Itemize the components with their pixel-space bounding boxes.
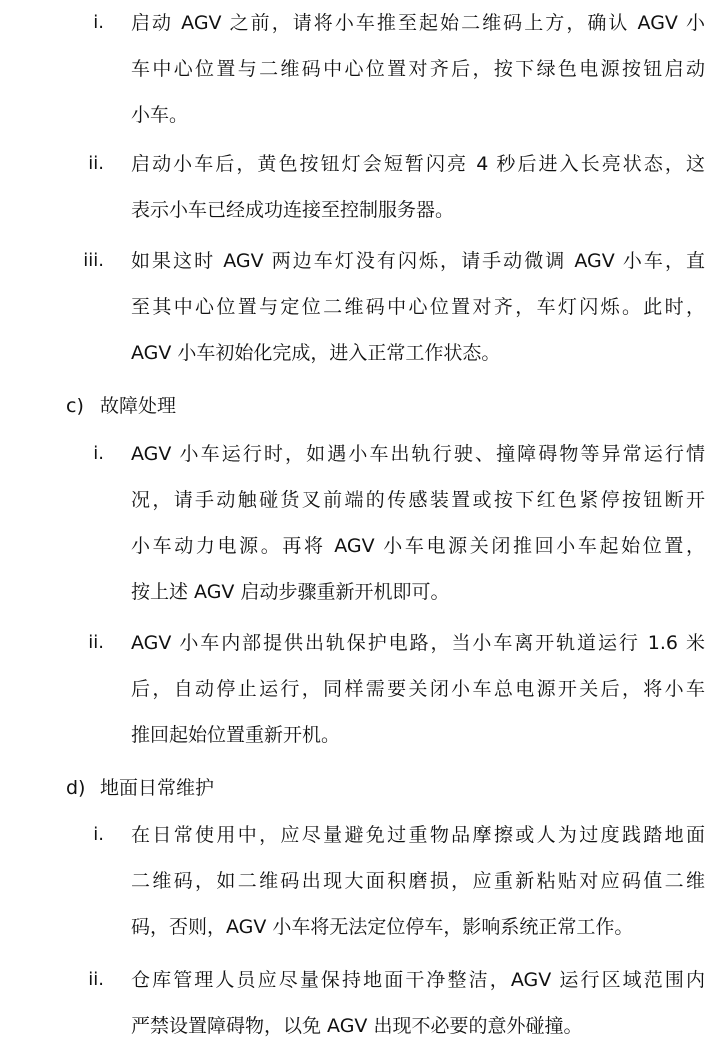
text-line: 表示小车已经成功连接至控制服务器。 bbox=[131, 199, 455, 221]
text-line: AGV 小车运行时，如遇小车出轨行驶、撞障碍物等异常运行情 bbox=[131, 443, 705, 465]
text-line: 如果这时 AGV 两边车灯没有闪烁，请手动微调 AGV 小车，直 bbox=[131, 250, 705, 272]
list-marker: iii. bbox=[83, 250, 104, 271]
list-item-text bbox=[131, 620, 705, 758]
text-line: 况，请手动触碰货叉前端的传感装置或按下红色紧停按钮断开 bbox=[131, 489, 705, 511]
text-line: 小车。 bbox=[131, 104, 189, 126]
text-line: 仓库管理人员应尽量保持地面干净整洁，AGV 运行区域范围内 bbox=[131, 969, 705, 991]
list-item-text bbox=[131, 431, 705, 615]
text-line: 启动小车后，黄色按钮灯会短暂闪亮 4 秒后进入长亮状态，这 bbox=[131, 153, 705, 175]
list-marker: ii. bbox=[88, 153, 104, 174]
section-marker: c) bbox=[66, 395, 84, 417]
text-line: 推回起始位置重新开机。 bbox=[131, 724, 341, 746]
list-item-text bbox=[131, 957, 705, 1049]
text-line: 至其中心位置与定位二维码中心位置对齐，车灯闪烁。此时， bbox=[131, 296, 705, 318]
list-marker: i. bbox=[93, 443, 104, 464]
text-line: 后，自动停止运行，同样需要关闭小车总电源开关后，将小车 bbox=[131, 678, 705, 700]
list-marker: ii. bbox=[88, 969, 104, 990]
text-line: 码，否则，AGV 小车将无法定位停车，影响系统正常工作。 bbox=[131, 916, 634, 938]
text-line: 二维码，如二维码出现大面积磨损，应重新粘贴对应码值二维 bbox=[131, 870, 705, 892]
section-title: 地面日常维护 bbox=[100, 777, 215, 799]
text-line: 车中心位置与二维码中心位置对齐后，按下绿色电源按钮启动 bbox=[131, 58, 705, 80]
list-item-text bbox=[131, 0, 705, 138]
list-marker: i. bbox=[93, 824, 104, 845]
section-title: 故障处理 bbox=[100, 395, 177, 417]
text-line: 启动 AGV 之前，请将小车推至起始二维码上方，确认 AGV 小 bbox=[131, 12, 705, 34]
text-line: 在日常使用中，应尽量避免过重物品摩擦或人为过度践踏地面 bbox=[131, 824, 705, 846]
section-heading bbox=[66, 776, 214, 800]
list-item-text bbox=[131, 812, 705, 950]
list-marker: ii. bbox=[88, 632, 104, 653]
section-marker: d) bbox=[66, 777, 86, 799]
text-line: 小车动力电源。再将 AGV 小车电源关闭推回小车起始位置， bbox=[131, 535, 705, 557]
list-marker: i. bbox=[93, 12, 104, 33]
section-heading bbox=[66, 394, 176, 418]
text-line: AGV 小车初始化完成，进入正常工作状态。 bbox=[131, 342, 501, 364]
text-line: 严禁设置障碍物，以免 AGV 出现不必要的意外碰撞。 bbox=[131, 1015, 583, 1037]
list-item-text bbox=[131, 141, 705, 233]
text-line: 按上述 AGV 启动步骤重新开机即可。 bbox=[131, 581, 450, 603]
list-item-text bbox=[131, 238, 705, 376]
text-line: AGV 小车内部提供出轨保护电路，当小车离开轨道运行 1.6 米 bbox=[131, 632, 705, 654]
